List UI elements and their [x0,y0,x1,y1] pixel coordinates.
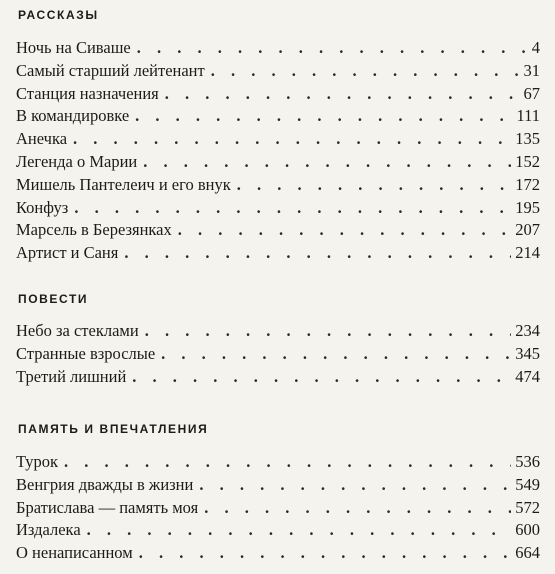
toc-entry[interactable] [16,60,540,83]
dot-leader [204,497,511,520]
dot-leader [145,320,512,343]
toc-entry[interactable] [16,219,540,242]
toc-entry[interactable] [16,83,540,106]
toc-entry-page: 345 [515,343,540,363]
toc-entry-title: Легенда о Марии [16,151,138,171]
toc-entry-title: Марсель в Березянках [16,220,172,240]
toc-entry-title: Самый старший лейтенант [16,60,205,80]
toc-entry-title: Третий лишний [16,366,127,386]
dot-leader [135,105,512,128]
toc-entry-page: 214 [515,243,540,263]
toc-entry-page: 572 [515,497,540,517]
dot-leader [199,474,511,497]
toc-entry[interactable] [16,366,540,389]
toc-entry-page: 67 [523,83,540,103]
toc-entry[interactable] [16,151,540,174]
dot-leader [73,128,511,151]
toc-entry-page: 195 [515,197,540,217]
toc-entry-title: Братислава — память моя [16,497,199,517]
toc-entry-page: 4 [531,38,540,57]
toc-entry-page: 111 [516,106,540,126]
section-list-novellas [16,320,540,388]
toc-entry-title: Странные взрослые [16,343,156,363]
toc-entry-page: 152 [515,151,540,171]
toc-entry-title: Анечка [16,129,68,149]
toc-entry[interactable] [16,320,540,343]
section-list-stories [16,37,540,265]
toc-entry-page: 664 [515,543,540,563]
toc-entry[interactable] [16,197,540,220]
toc-entry[interactable] [16,242,540,265]
dot-leader [132,366,511,389]
toc-entry-page: 600 [515,520,540,540]
toc-entry-title: В командировке [16,106,130,126]
toc-entry[interactable] [16,128,540,151]
toc-entry-title: О ненаписанном [16,543,133,563]
toc-entry-title: Артист и Саня [16,243,119,263]
toc-entry-page: 135 [515,129,540,149]
toc-entry[interactable] [16,542,540,565]
section-heading-novellas: ПОВЕСТИ [18,292,89,306]
toc-entry-title: Турок [16,452,59,471]
toc-entry-page: 207 [515,220,540,240]
toc-entry-title: Ночь на Сиваше [16,38,131,57]
dot-leader [124,242,511,265]
dot-leader [87,519,512,542]
toc-entry-page: 536 [515,452,540,471]
dot-leader [161,343,511,366]
toc-entry[interactable] [16,343,540,366]
toc-entry-page: 474 [515,366,540,386]
toc-entry-page: 234 [515,321,540,340]
dot-leader [237,174,512,197]
dot-leader [137,37,528,60]
dot-leader [74,197,511,220]
toc-entry[interactable] [16,37,540,60]
toc-entry-title: Небо за стеклами [16,321,139,340]
dot-leader [139,542,512,565]
toc-entry-title: Станция назначения [16,83,159,103]
section-heading-memories: ПАМЯТЬ И ВПЕЧАТЛЕНИЯ [18,422,209,436]
toc-entry[interactable] [16,105,540,128]
section-list-memories [16,451,540,565]
toc-entry[interactable] [16,451,540,474]
toc-entry-page: 31 [523,60,540,80]
toc-entry[interactable] [16,497,540,520]
toc-entry-title: Издалека [16,520,81,540]
toc-entry-page: 549 [515,474,540,494]
dot-leader [143,151,511,174]
toc-entry-page: 172 [515,174,540,194]
dot-leader [165,83,520,106]
toc-entry-title: Мишель Пантелеич и его внук [16,174,231,194]
dot-leader [211,60,520,83]
toc-entry[interactable] [16,519,540,542]
toc-entry-title: Конфуз [16,197,69,217]
toc-entry[interactable] [16,174,540,197]
dot-leader [64,451,511,474]
toc-entry-title: Венгрия дважды в жизни [16,474,194,494]
section-heading-stories: РАССКАЗЫ [18,8,99,22]
toc-entry[interactable] [16,474,540,497]
dot-leader [178,219,512,242]
